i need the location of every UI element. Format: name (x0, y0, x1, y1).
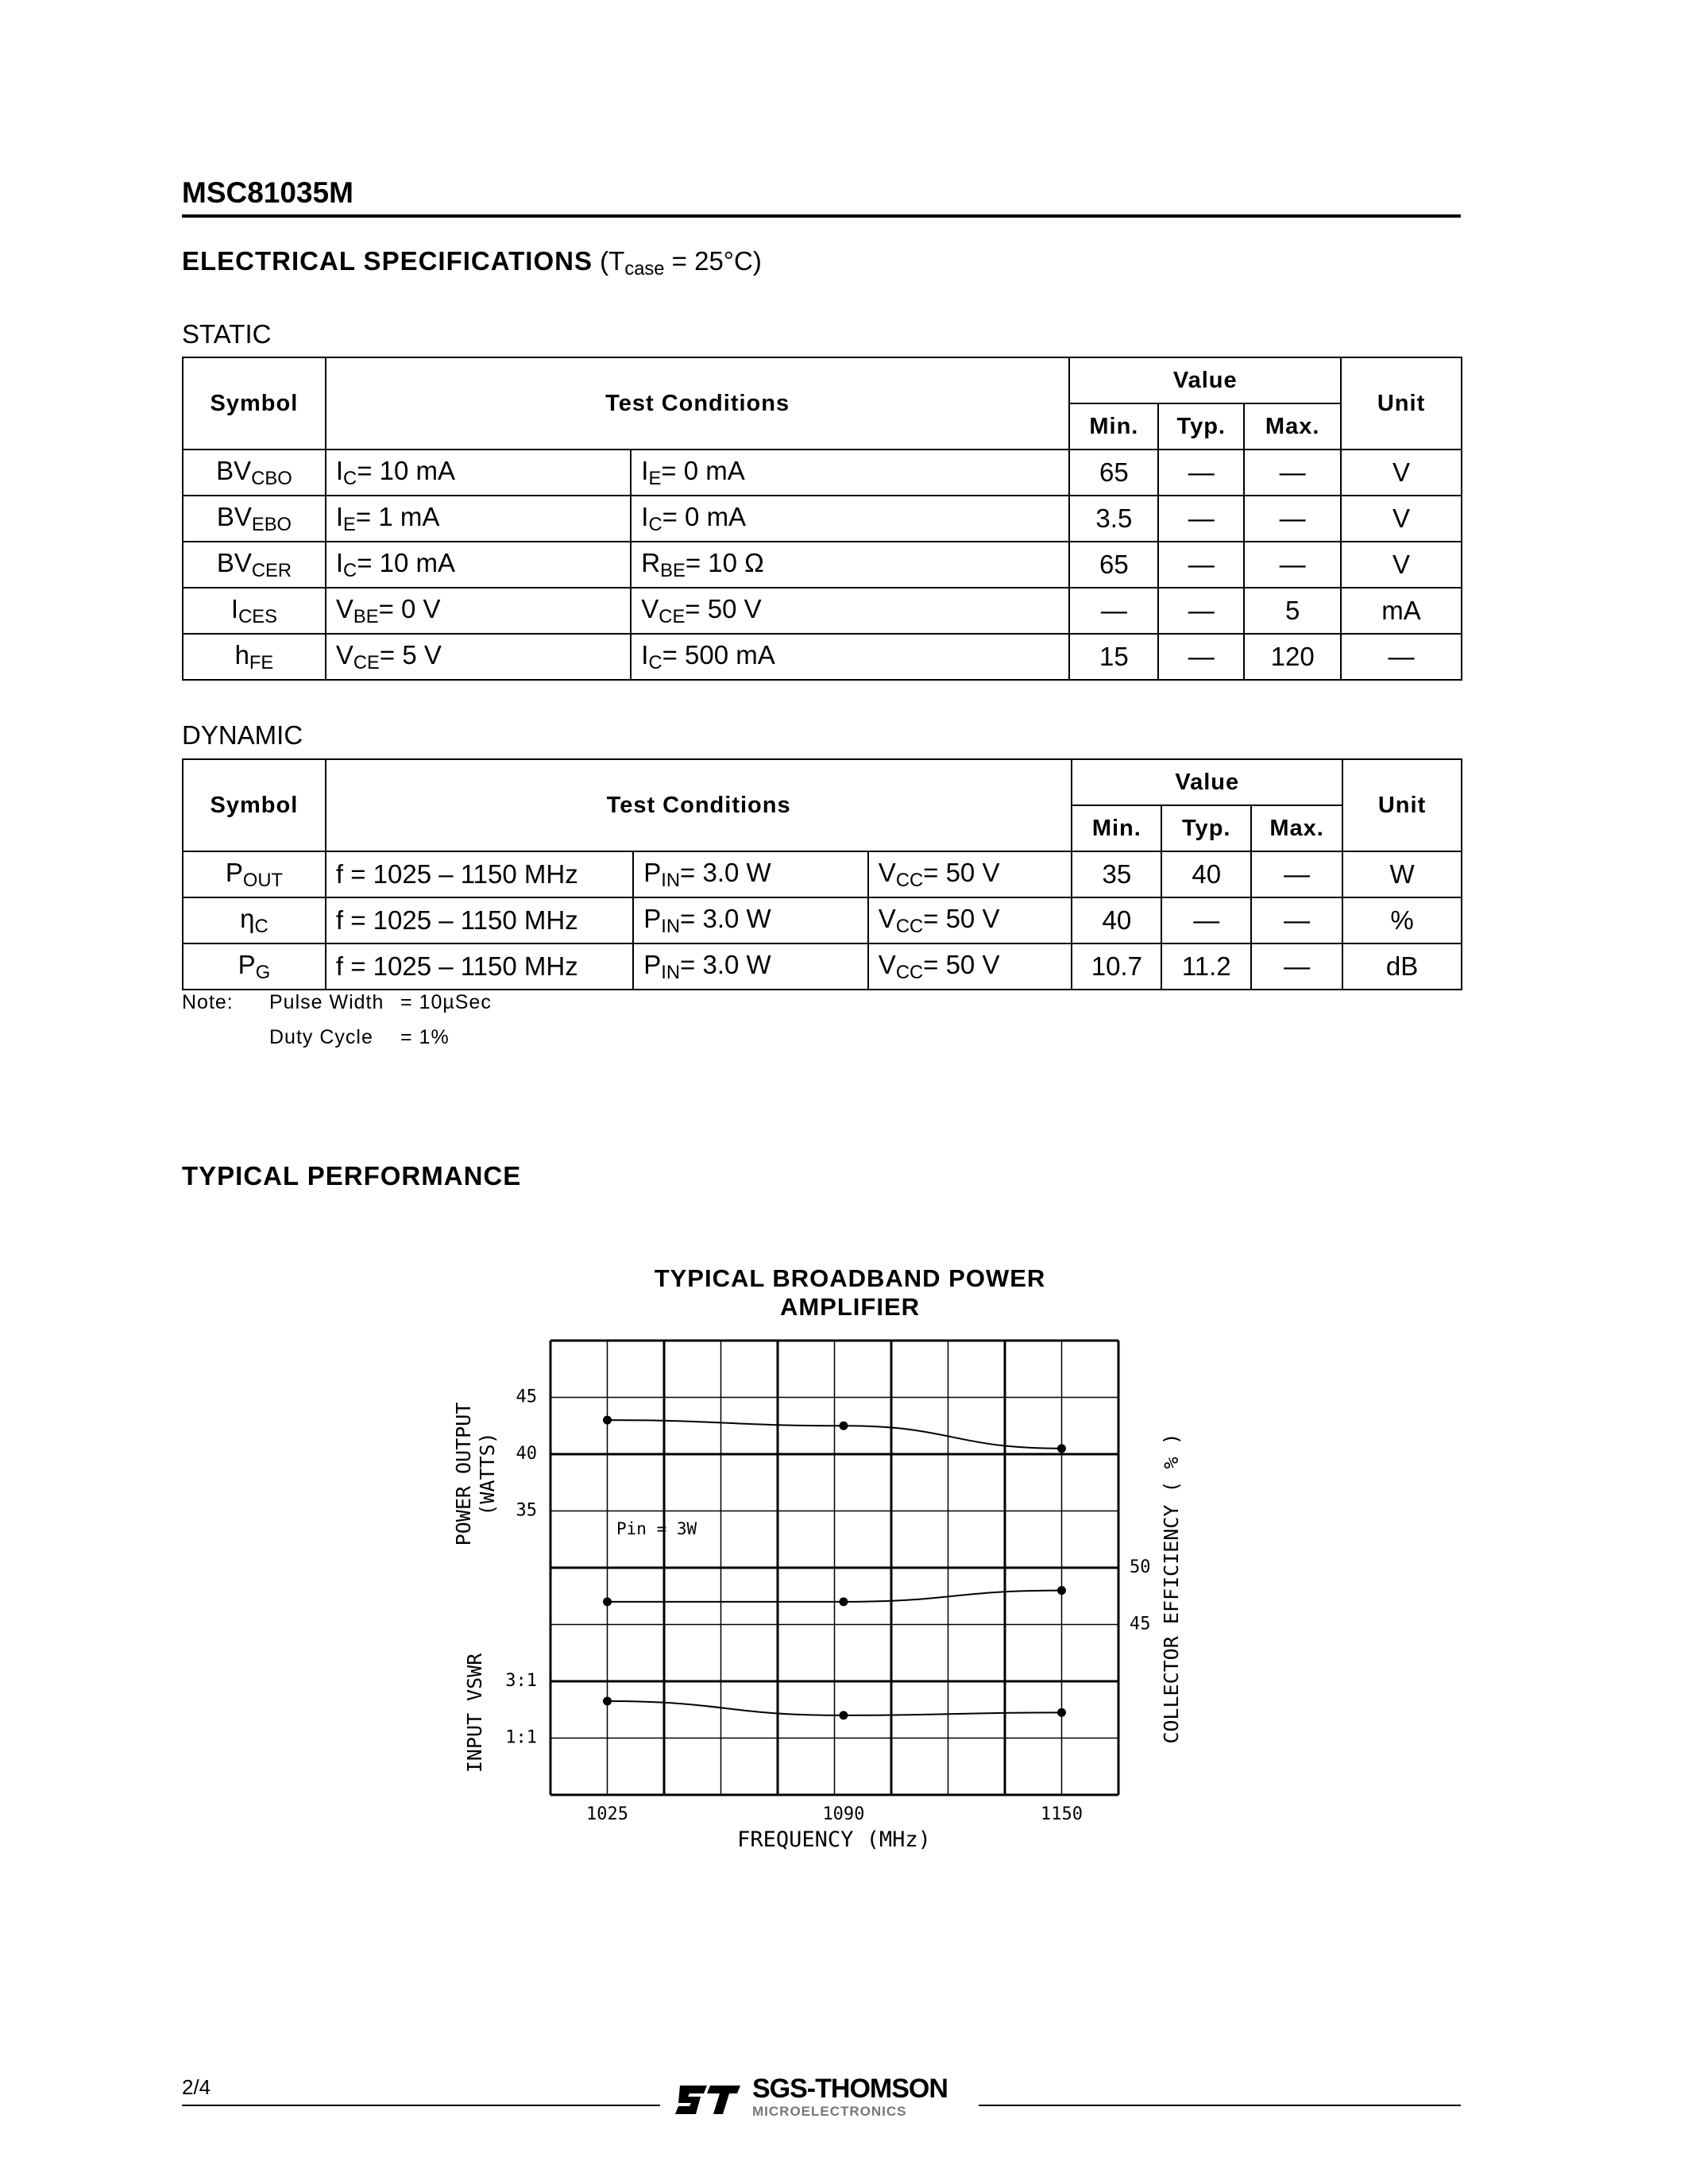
symbol-cell (183, 634, 326, 680)
condition-1: $V_{CE}= 5$ V (335, 639, 442, 673)
chart-series (603, 1416, 1066, 1720)
chart-grid (550, 1341, 1118, 1795)
dynamic-table (182, 758, 1462, 990)
dynamic-header-min: Min. (1072, 805, 1161, 851)
condition-1: $V_{BE}= 0$ V (335, 593, 441, 627)
static-label: STATIC (182, 319, 272, 349)
symbol: $\eta_C$ (240, 903, 268, 937)
st-logo-icon (675, 2079, 744, 2119)
condition-1-cell (326, 450, 631, 496)
data-point (603, 1416, 612, 1425)
condition-2: $P_{IN}= 3.0$ W (643, 857, 771, 891)
unit-cell: — (1341, 634, 1462, 680)
power-output-unit-label: (WATTS) (476, 1432, 499, 1516)
collector-efficiency-label: COLLECTOR EFFICIENCY ( % ) (1160, 1433, 1183, 1744)
unit-cell: V (1341, 496, 1462, 542)
max-cell: — (1251, 897, 1342, 943)
static-header-max: Max. (1244, 403, 1341, 450)
data-point (1057, 1708, 1066, 1717)
static-header-unit: Unit (1341, 357, 1462, 450)
condition-2-cell (631, 588, 1069, 634)
condition-1-cell (326, 496, 631, 542)
data-point (1057, 1444, 1066, 1453)
part-number: MSC81035M (182, 176, 353, 209)
static-body (183, 450, 1462, 680)
condition-1: $I_C= 10$ mA (335, 547, 456, 581)
symbol-cell (183, 542, 326, 588)
x-tick-label: 1090 (822, 1804, 865, 1824)
dynamic-header-unit: Unit (1342, 759, 1462, 851)
condition-2-cell (631, 542, 1069, 588)
condition-1-cell: f = 1025 – 1150 MHz (326, 897, 633, 943)
symbol: $BV_{CBO}$ (216, 455, 292, 489)
brand-name: SGS-THOMSON (752, 2074, 948, 2104)
static-table (182, 357, 1462, 681)
chart-title-line1: TYPICAL BROADBAND POWER (654, 1264, 1046, 1292)
heading-cond-post: = 25°C) (664, 246, 762, 276)
symbol-cell (183, 588, 326, 634)
condition-2-cell (633, 943, 868, 990)
series-line-2 (608, 1701, 1062, 1715)
static-row (183, 542, 1462, 588)
footer-rule-right (979, 2105, 1461, 2106)
static-header-typ: Typ. (1158, 403, 1244, 450)
condition-2: $V_{CE}= 50$ V (641, 593, 762, 627)
y-tick-label: 40 (516, 1444, 537, 1464)
static-row (183, 450, 1462, 496)
static-header-value: Value (1069, 357, 1341, 403)
chart-title-line2: AMPLIFIER (779, 1293, 921, 1321)
condition-1-cell: f = 1025 – 1150 MHz (326, 851, 633, 897)
series-line-1 (608, 1591, 1062, 1602)
dynamic-body (183, 851, 1462, 990)
symbol-cell (183, 450, 326, 496)
y-tick-label: 3:1 (505, 1671, 537, 1691)
condition-2: $R_{BE}= 10$ Ω (641, 547, 764, 581)
data-point (839, 1597, 848, 1606)
heading-cond-sub: case (624, 257, 665, 280)
page-number: 2/4 (182, 2075, 211, 2099)
unit-cell: mA (1341, 588, 1462, 634)
unit-cell: % (1342, 897, 1462, 943)
typ-cell: 11.2 (1161, 943, 1251, 990)
symbol-cell (183, 943, 326, 990)
typ-cell: — (1158, 634, 1244, 680)
condition-3-cell (868, 851, 1072, 897)
data-point (839, 1422, 848, 1430)
condition-2-cell (633, 851, 868, 897)
unit-cell: V (1341, 542, 1462, 588)
typical-performance-heading: TYPICAL PERFORMANCE (182, 1161, 522, 1190)
footer-rule-left (182, 2105, 660, 2106)
condition-1: $I_C= 10$ mA (335, 455, 456, 489)
condition-2: $I_C= 0$ mA (641, 501, 747, 535)
series-line-0 (608, 1420, 1062, 1449)
condition-2-cell (631, 496, 1069, 542)
condition-2-cell (631, 450, 1069, 496)
static-row (183, 634, 1462, 680)
static-header-symbol: Symbol (183, 357, 326, 450)
pin-annotation: Pin = 3W (616, 1519, 697, 1538)
y-tick-label: 35 (516, 1500, 537, 1521)
condition-2-cell (633, 897, 868, 943)
condition-1-cell: f = 1025 – 1150 MHz (326, 943, 633, 990)
data-point (839, 1711, 848, 1719)
typ-cell: — (1158, 588, 1244, 634)
condition-3: $V_{CC}= 50$ V (878, 857, 1000, 891)
min-cell: 15 (1069, 634, 1158, 680)
typ-cell: 40 (1161, 851, 1251, 897)
x-tick-label: 1150 (1041, 1804, 1083, 1824)
x-tick-label: 1025 (586, 1804, 628, 1824)
note-val-1: = 10µSec (400, 991, 492, 1013)
condition-1-cell (326, 588, 631, 634)
dynamic-header-value: Value (1072, 759, 1342, 805)
max-cell: — (1244, 496, 1341, 542)
condition-3-cell (868, 897, 1072, 943)
dynamic-row (183, 943, 1462, 990)
dynamic-row (183, 897, 1462, 943)
max-cell: — (1244, 450, 1341, 496)
max-cell: 120 (1244, 634, 1341, 680)
condition-2: $I_E= 0$ mA (641, 455, 745, 489)
x-axis-label: FREQUENCY (MHz) (737, 1827, 931, 1852)
condition-1-cell (326, 634, 631, 680)
y-tick-label: 1:1 (505, 1727, 537, 1748)
data-point (603, 1597, 612, 1606)
electrical-specifications-heading (182, 246, 762, 280)
min-cell: — (1069, 588, 1158, 634)
typ-cell: — (1158, 450, 1244, 496)
heading-cond-pre: (T (600, 246, 625, 276)
symbol: $P_G$ (238, 949, 271, 983)
dynamic-label: DYNAMIC (182, 720, 303, 750)
symbol: $h_{FE}$ (234, 639, 274, 673)
power-output-label: POWER OUTPUT (452, 1402, 475, 1546)
symbol: $BV_{EBO}$ (216, 501, 292, 535)
unit-cell: V (1341, 450, 1462, 496)
max-cell: 5 (1244, 588, 1341, 634)
min-cell: 40 (1072, 897, 1161, 943)
unit-cell: dB (1342, 943, 1462, 990)
condition-1-cell (326, 542, 631, 588)
chart-title (492, 1264, 1207, 1322)
dynamic-row (183, 851, 1462, 897)
unit-cell: W (1342, 851, 1462, 897)
condition-2: $I_C= 500$ mA (641, 639, 775, 673)
heading-bold: ELECTRICAL SPECIFICATIONS (182, 246, 593, 276)
condition-2: $P_{IN}= 3.0$ W (643, 903, 771, 937)
chart-text (452, 1387, 1183, 1853)
y-tick-label: 50 (1130, 1557, 1151, 1577)
symbol: $P_{OUT}$ (225, 857, 283, 891)
header-rule (182, 214, 1461, 218)
note-key-2: Duty Cycle (269, 1026, 373, 1048)
condition-1: $I_E= 1$ mA (335, 501, 440, 535)
static-header-min: Min. (1069, 403, 1158, 450)
typ-cell: — (1158, 542, 1244, 588)
symbol: $I_{CES}$ (230, 593, 277, 627)
dynamic-header-typ: Typ. (1161, 805, 1251, 851)
note-val-2: = 1% (400, 1026, 450, 1048)
condition-3: $V_{CC}= 50$ V (878, 903, 1000, 937)
y-tick-label: 45 (516, 1387, 537, 1407)
data-point (1057, 1586, 1066, 1595)
static-row (183, 588, 1462, 634)
data-point (603, 1697, 612, 1706)
typ-cell: — (1161, 897, 1251, 943)
note-key-1: Pulse Width (269, 991, 384, 1013)
symbol-cell (183, 897, 326, 943)
condition-2: $P_{IN}= 3.0$ W (643, 949, 771, 983)
dynamic-header-max: Max. (1251, 805, 1342, 851)
note-label: Note: (182, 991, 234, 1013)
dynamic-header-symbol: Symbol (183, 759, 326, 851)
max-cell: — (1244, 542, 1341, 588)
symbol: $BV_{CER}$ (216, 547, 292, 581)
max-cell: — (1251, 943, 1342, 990)
condition-3-cell (868, 943, 1072, 990)
min-cell: 3.5 (1069, 496, 1158, 542)
min-cell: 10.7 (1072, 943, 1161, 990)
condition-2-cell (631, 634, 1069, 680)
min-cell: 65 (1069, 542, 1158, 588)
max-cell: — (1251, 851, 1342, 897)
typ-cell: — (1158, 496, 1244, 542)
symbol-cell (183, 851, 326, 897)
static-row (183, 496, 1462, 542)
min-cell: 65 (1069, 450, 1158, 496)
brand-subtitle: MICROELECTRONICS (752, 2104, 907, 2119)
static-header-conditions: Test Conditions (326, 357, 1070, 450)
symbol-cell (183, 496, 326, 542)
y-tick-label: 45 (1130, 1614, 1151, 1634)
min-cell: 35 (1072, 851, 1161, 897)
condition-3: $V_{CC}= 50$ V (878, 949, 1000, 983)
input-vswr-label: INPUT VSWR (463, 1653, 486, 1773)
dynamic-header-conditions: Test Conditions (326, 759, 1072, 851)
note (182, 985, 492, 1055)
